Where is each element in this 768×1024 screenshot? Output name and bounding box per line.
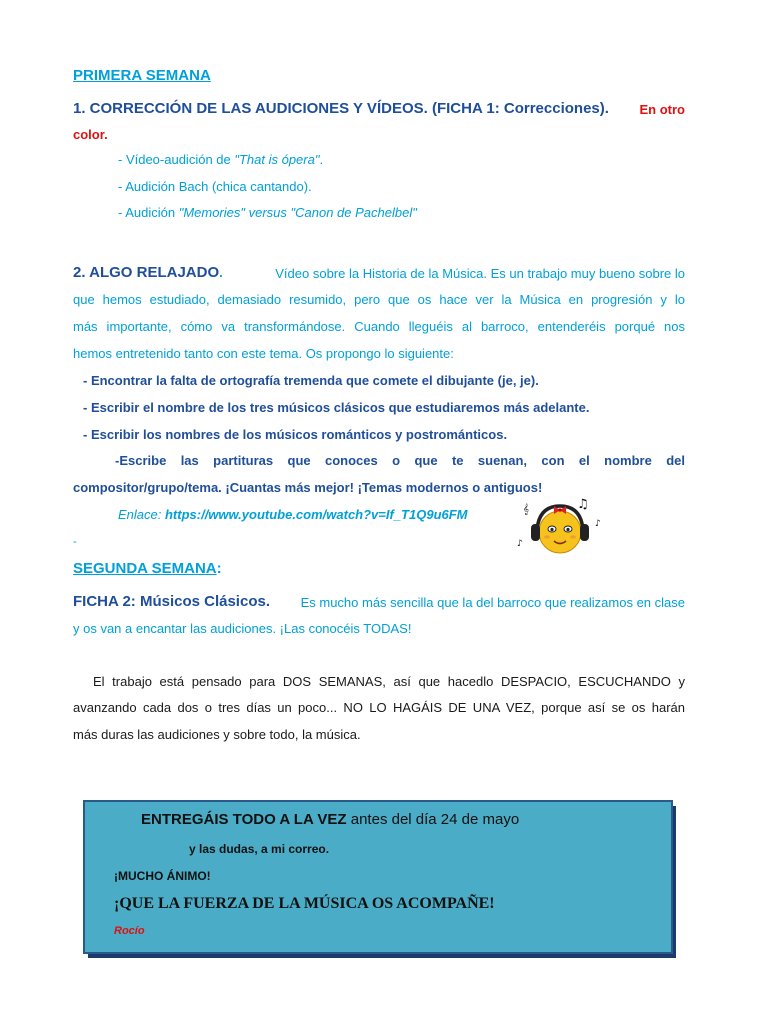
item2-para-line-3: más importante, cómo va transformándose. Cuando lleguéis al barroco, entenderéis porqué nos [73,319,685,334]
bullet-3-italic: "Memories" versus "Canon de Pachelbel" [178,205,417,220]
box-line-3: ¡MUCHO ÁNIMO! [114,869,211,883]
item1-bullet-3 [118,205,417,220]
link-line [118,507,468,522]
svg-text:𝄞: 𝄞 [523,504,529,515]
item2-para-line-2: que hemos estudiado, demasiado resumido, pero que os hace ver la Música en progresión y lo [73,292,685,307]
task-1: - Encontrar la falta de ortografía tremenda que comete el dibujante (je, je). [83,373,539,388]
svg-text:♪: ♪ [595,519,601,529]
item1-title: 1. CORRECCIÓN DE LAS AUDICIONES Y VÍDEOS. (FICHA 1: Correcciones). [73,100,609,117]
task-3: - Escribir los nombres de los músicos románticos y postrománticos. [83,427,508,442]
info-box [83,800,673,954]
heading-segunda-semana: SEGUNDA SEMANA [73,560,217,577]
ficha2-title: FICHA 2: Músicos Clásicos. [73,593,270,610]
box-line-2: y las dudas, a mi correo. [189,842,330,856]
task-4-line-1: -Escribe las partituras que conoces o que te suenan, con el nombre del [115,453,685,468]
headphones-smiley-icon [515,496,605,558]
heading-primera-semana: PRIMERA SEMANA [73,67,211,84]
box-bold-text: ENTREGÁIS TODO A LA VEZ [141,811,347,828]
ficha2-line-1 [73,593,685,610]
heading-colon: : [216,560,222,577]
box-line-1 [141,811,519,828]
bullet-1-suffix: . [319,152,324,167]
item2-title-dot: . [219,265,223,280]
bullet-2-text: - Audición Bach (chica cantando). [118,179,312,194]
item1-bullet-1 [118,152,323,167]
note-line-3: más duras las audiciones y sobre todo, la música. [73,727,361,742]
bullet-3-text: - Audición [118,205,179,220]
box-rest-text: antes del día 24 de mayo [346,811,520,828]
signature: Rocío [114,925,145,937]
bullet-1-text: - Vídeo-audición de [118,152,235,167]
task-2: - Escribir el nombre de los tres músicos clásicos que estudiaremos más adelante. [83,400,590,415]
task-4-line-2: compositor/grupo/tema. ¡Cuantas más mejor! ¡Temas modernos o antiguos! [73,480,543,495]
link-label: Enlace: [118,507,165,522]
svg-text:♫: ♫ [577,497,589,512]
item2-para-line-4: hemos entretenido tanto con este tema. Os propongo lo siguiente: [73,346,454,361]
ficha2-text-1: Es mucho más sencilla que la del barroco que realizamos en clase [300,595,685,610]
ficha2-text-2: y os van a encantar las audiciones. ¡Las conocéis TODAS! [73,621,412,636]
note-line-1: El trabajo está pensado para DOS SEMANAS, así que hacedlo DESPACIO, ESCUCHANDO y [93,674,685,689]
stray-dash: - [73,536,77,548]
note-line-2: avanzando cada dos o tres días un poco... NO LO HAGÁIS DE UNA VEZ, porque así se os harán [73,700,685,715]
item2-first-line [73,264,685,281]
svg-text:♪: ♪ [517,539,523,549]
item1-bullet-2 [118,179,312,194]
box-line-4: ¡QUE LA FUERZA DE LA MÚSICA OS ACOMPAÑE! [114,895,495,912]
heading-segunda-line [73,560,222,577]
item2-para-line-1: Vídeo sobre la Historia de la Música. Es un trabajo muy bueno sobre lo [275,266,685,281]
item2-title: 2. ALGO RELAJADO [73,264,220,281]
bullet-1-italic: "That is ópera" [234,152,320,167]
youtube-link[interactable]: https://www.youtube.com/watch?v=If_T1Q9u6FM [164,507,468,522]
item1-note-b: color. [73,127,108,142]
item1-title-line [73,100,685,117]
item1-note-a: En otro [639,102,685,117]
